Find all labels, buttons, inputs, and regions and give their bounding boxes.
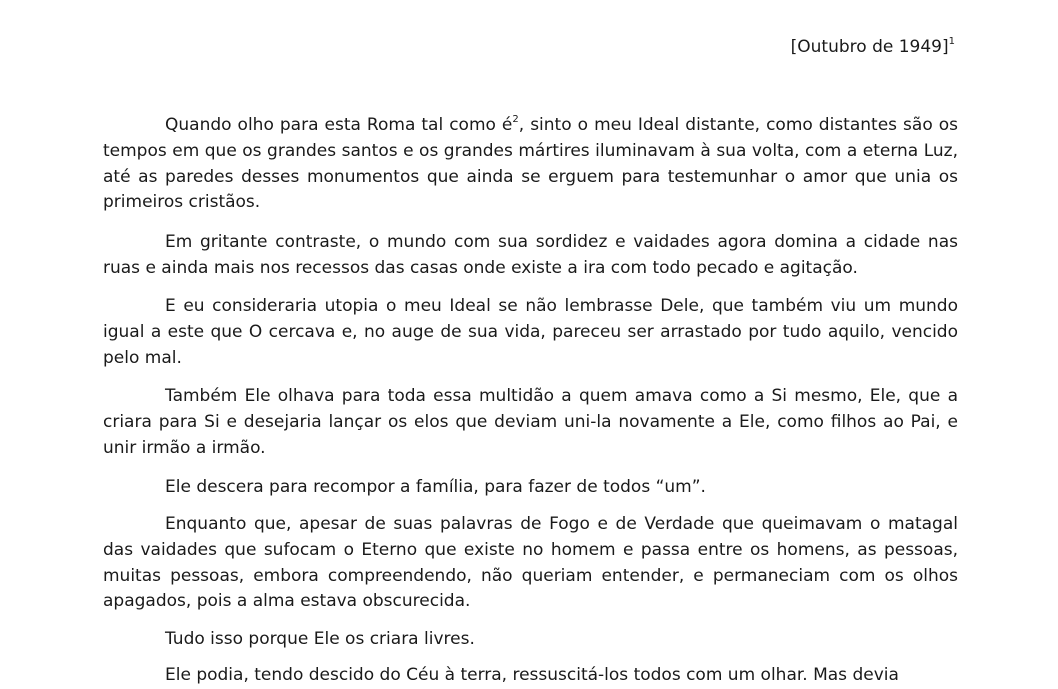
paragraph-8: Ele podia, tendo descido do Céu à terra, ressuscitá-los todos com um olhar. Mas devia	[165, 665, 899, 685]
date-text: [Outubro de 1949]	[790, 37, 949, 57]
date-heading	[791, 36, 955, 58]
paragraph-2: Em gritante contraste, o mundo com sua sordidez e vaidades agora domina a cidade nas ruas e ainda mais nos recessos das casas onde existe a ira com todo pecado e agitação.	[103, 232, 958, 278]
paragraph-1: Quando olho para esta Roma tal como $é^2$, sinto o meu Ideal distante, como distantes são os tempos em que os grandes santos e os grandes mártires iluminavam à sua volta, com a eterna Luz, até as paredes desses monumentos que ainda se erguem para testemunhar o amor que unia os primeiros cristãos.	[103, 114, 958, 213]
paragraph-7: Tudo isso porque Ele os criara livres.	[165, 629, 475, 649]
paragraph-4: Também Ele olhava para toda essa multidão a quem amava como a Si mesmo, Ele, que a criara para Si e desejaria lançar os elos que deviam uni-la novamente a Ele, como filhos ao Pai, e unir irmão a irmão.	[103, 386, 958, 458]
footnote-ref-2: 2	[512, 114, 519, 125]
paragraph-6: Enquanto que, apesar de suas palavras de Fogo e de Verdade que queimavam o matagal das vaidades que sufocam o Eterno que existe no homem e passa entre os homens, as pessoas, muitas pessoas, embora compreendendo, não queriam entender, e permaneciam com os olhos apagados, pois a alma estava obscurecida.	[103, 514, 958, 612]
paragraph-5: Ele descera para recompor a família, para fazer de todos “um”.	[165, 477, 706, 497]
paragraph-3: E eu consideraria utopia o meu Ideal se não lembrasse Dele, que também viu um mundo igual a este que O cercava e, no auge de sua vida, pareceu ser arrastado por tudo aquilo, vencido pelo mal.	[103, 296, 958, 368]
footnote-ref-1: 1	[948, 36, 955, 47]
